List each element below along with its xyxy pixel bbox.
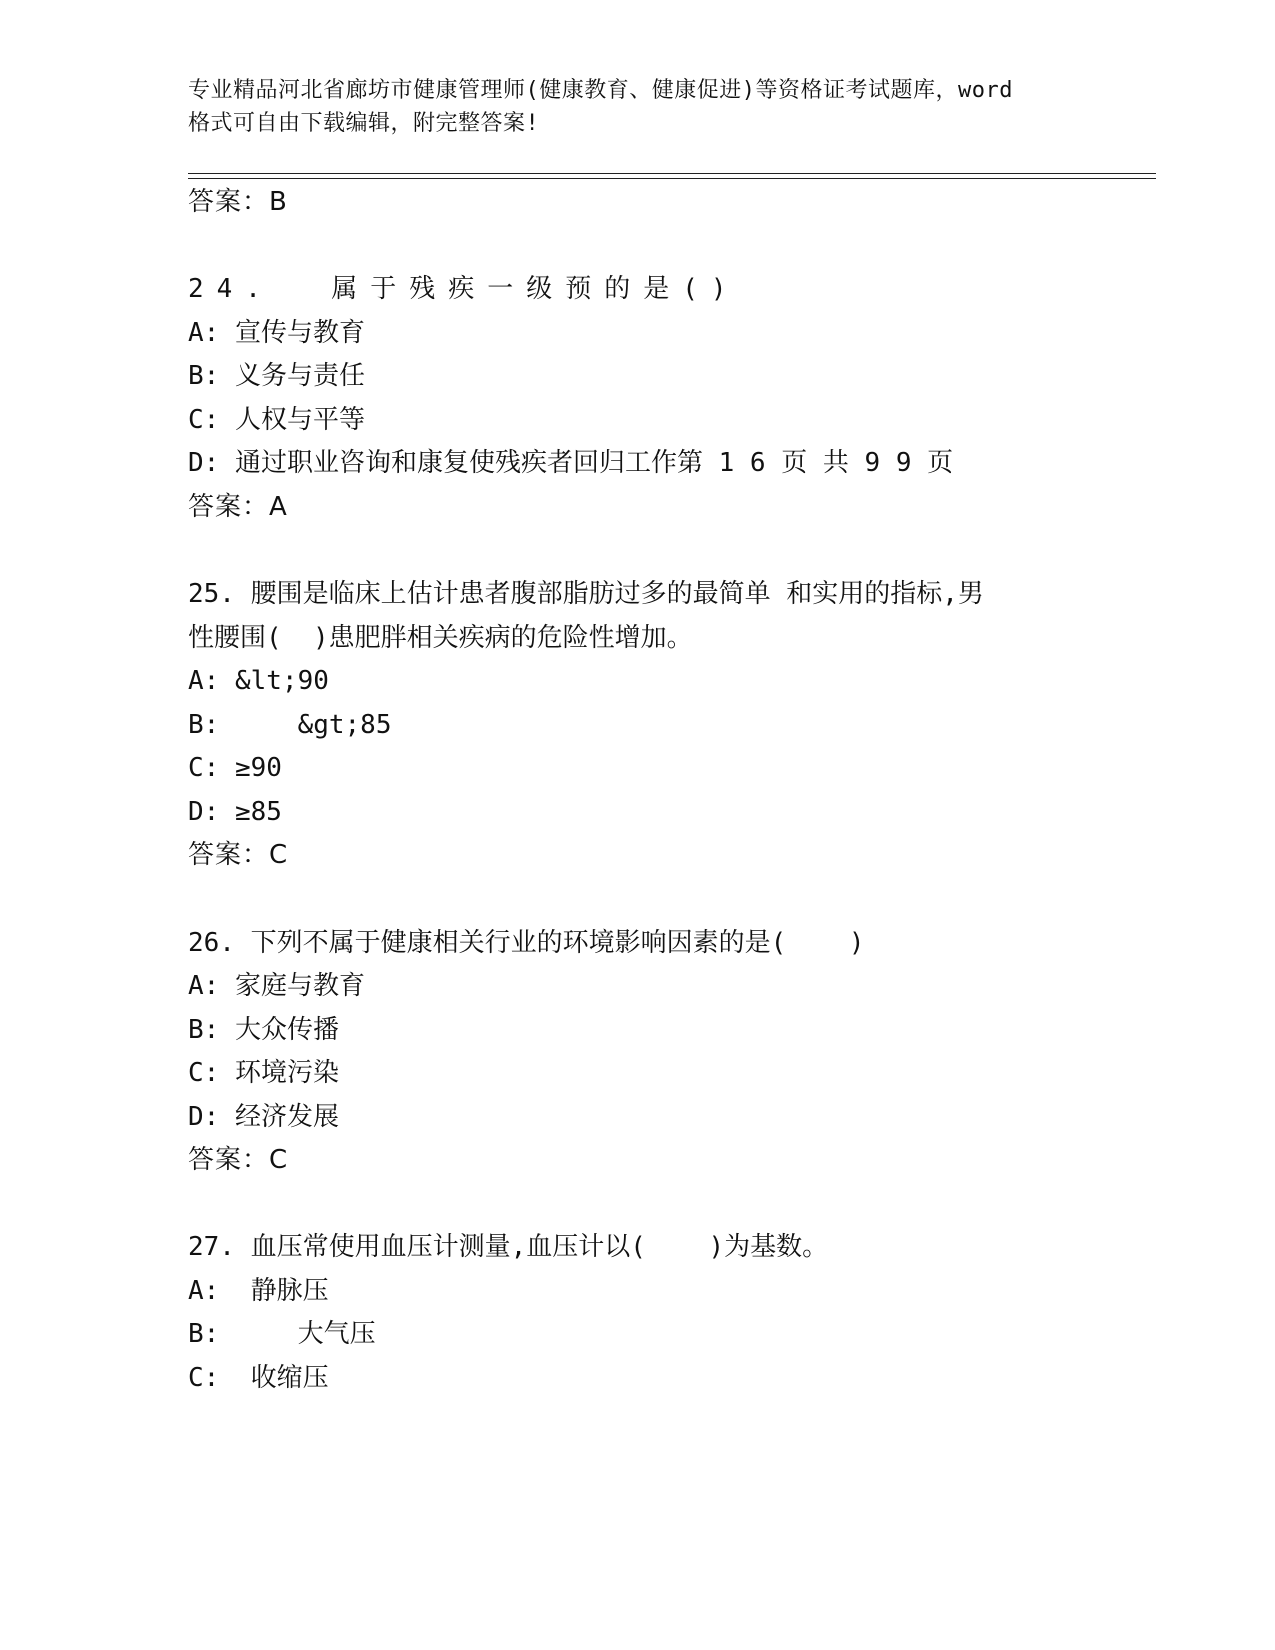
question-27-option-c: C: 收缩压 xyxy=(188,1363,329,1393)
question-27-stem: 27. 血压常使用血压计测量,血压计以( )为基数。 xyxy=(188,1232,829,1262)
question-27-option-a: A: 静脉压 xyxy=(188,1276,329,1306)
question-26-stem: 26. 下列不属于健康相关行业的环境影响因素的是( ) xyxy=(188,928,865,958)
question-26-answer: 答案：C xyxy=(188,1145,289,1175)
question-26-option-b: B: 大众传播 xyxy=(188,1015,339,1045)
header-rule-top xyxy=(188,173,1156,174)
question-24-option-b: B: 义务与责任 xyxy=(188,361,365,391)
question-24-option-a: A: 宣传与教育 xyxy=(188,318,365,348)
question-24-answer: 答案：A xyxy=(188,492,288,522)
question-25-option-d: D: ≥85 xyxy=(188,797,282,827)
question-26-option-c: C: 环境污染 xyxy=(188,1058,339,1088)
question-25-stem-line-1: 25. 腰围是临床上估计患者腹部脂肪过多的最简单 和实用的指标,男 xyxy=(188,579,984,609)
previous-answer: 答案：B xyxy=(188,187,288,217)
header-line-1: 专业精品河北省廊坊市健康管理师(健康教育、健康促进)等资格证考试题库，word xyxy=(188,78,1013,103)
question-24-option-c: C: 人权与平等 xyxy=(188,405,365,435)
question-24-stem: 24. 属于残疾一级预的是() xyxy=(188,274,740,304)
question-25-answer: 答案：C xyxy=(188,840,289,870)
question-25-option-a: A: &lt;90 xyxy=(188,666,329,696)
question-25-option-c: C: ≥90 xyxy=(188,753,282,783)
question-26-option-d: D: 经济发展 xyxy=(188,1102,339,1132)
document-header xyxy=(188,74,1088,140)
question-24-option-d: D: 通过职业咨询和康复使残疾者回归工作第 1 6 页 共 9 9 页 xyxy=(188,448,954,478)
question-26-option-a: A: 家庭与教育 xyxy=(188,971,365,1001)
question-25-stem-line-2: 性腰围( )患肥胖相关疾病的危险性增加。 xyxy=(188,623,693,653)
header-rule-bottom xyxy=(188,178,1156,179)
question-27-option-b: B: 大气压 xyxy=(188,1319,376,1349)
header-line-2: 格式可自由下载编辑，附完整答案! xyxy=(188,111,540,136)
question-25-option-b: B: &gt;85 xyxy=(188,710,392,740)
